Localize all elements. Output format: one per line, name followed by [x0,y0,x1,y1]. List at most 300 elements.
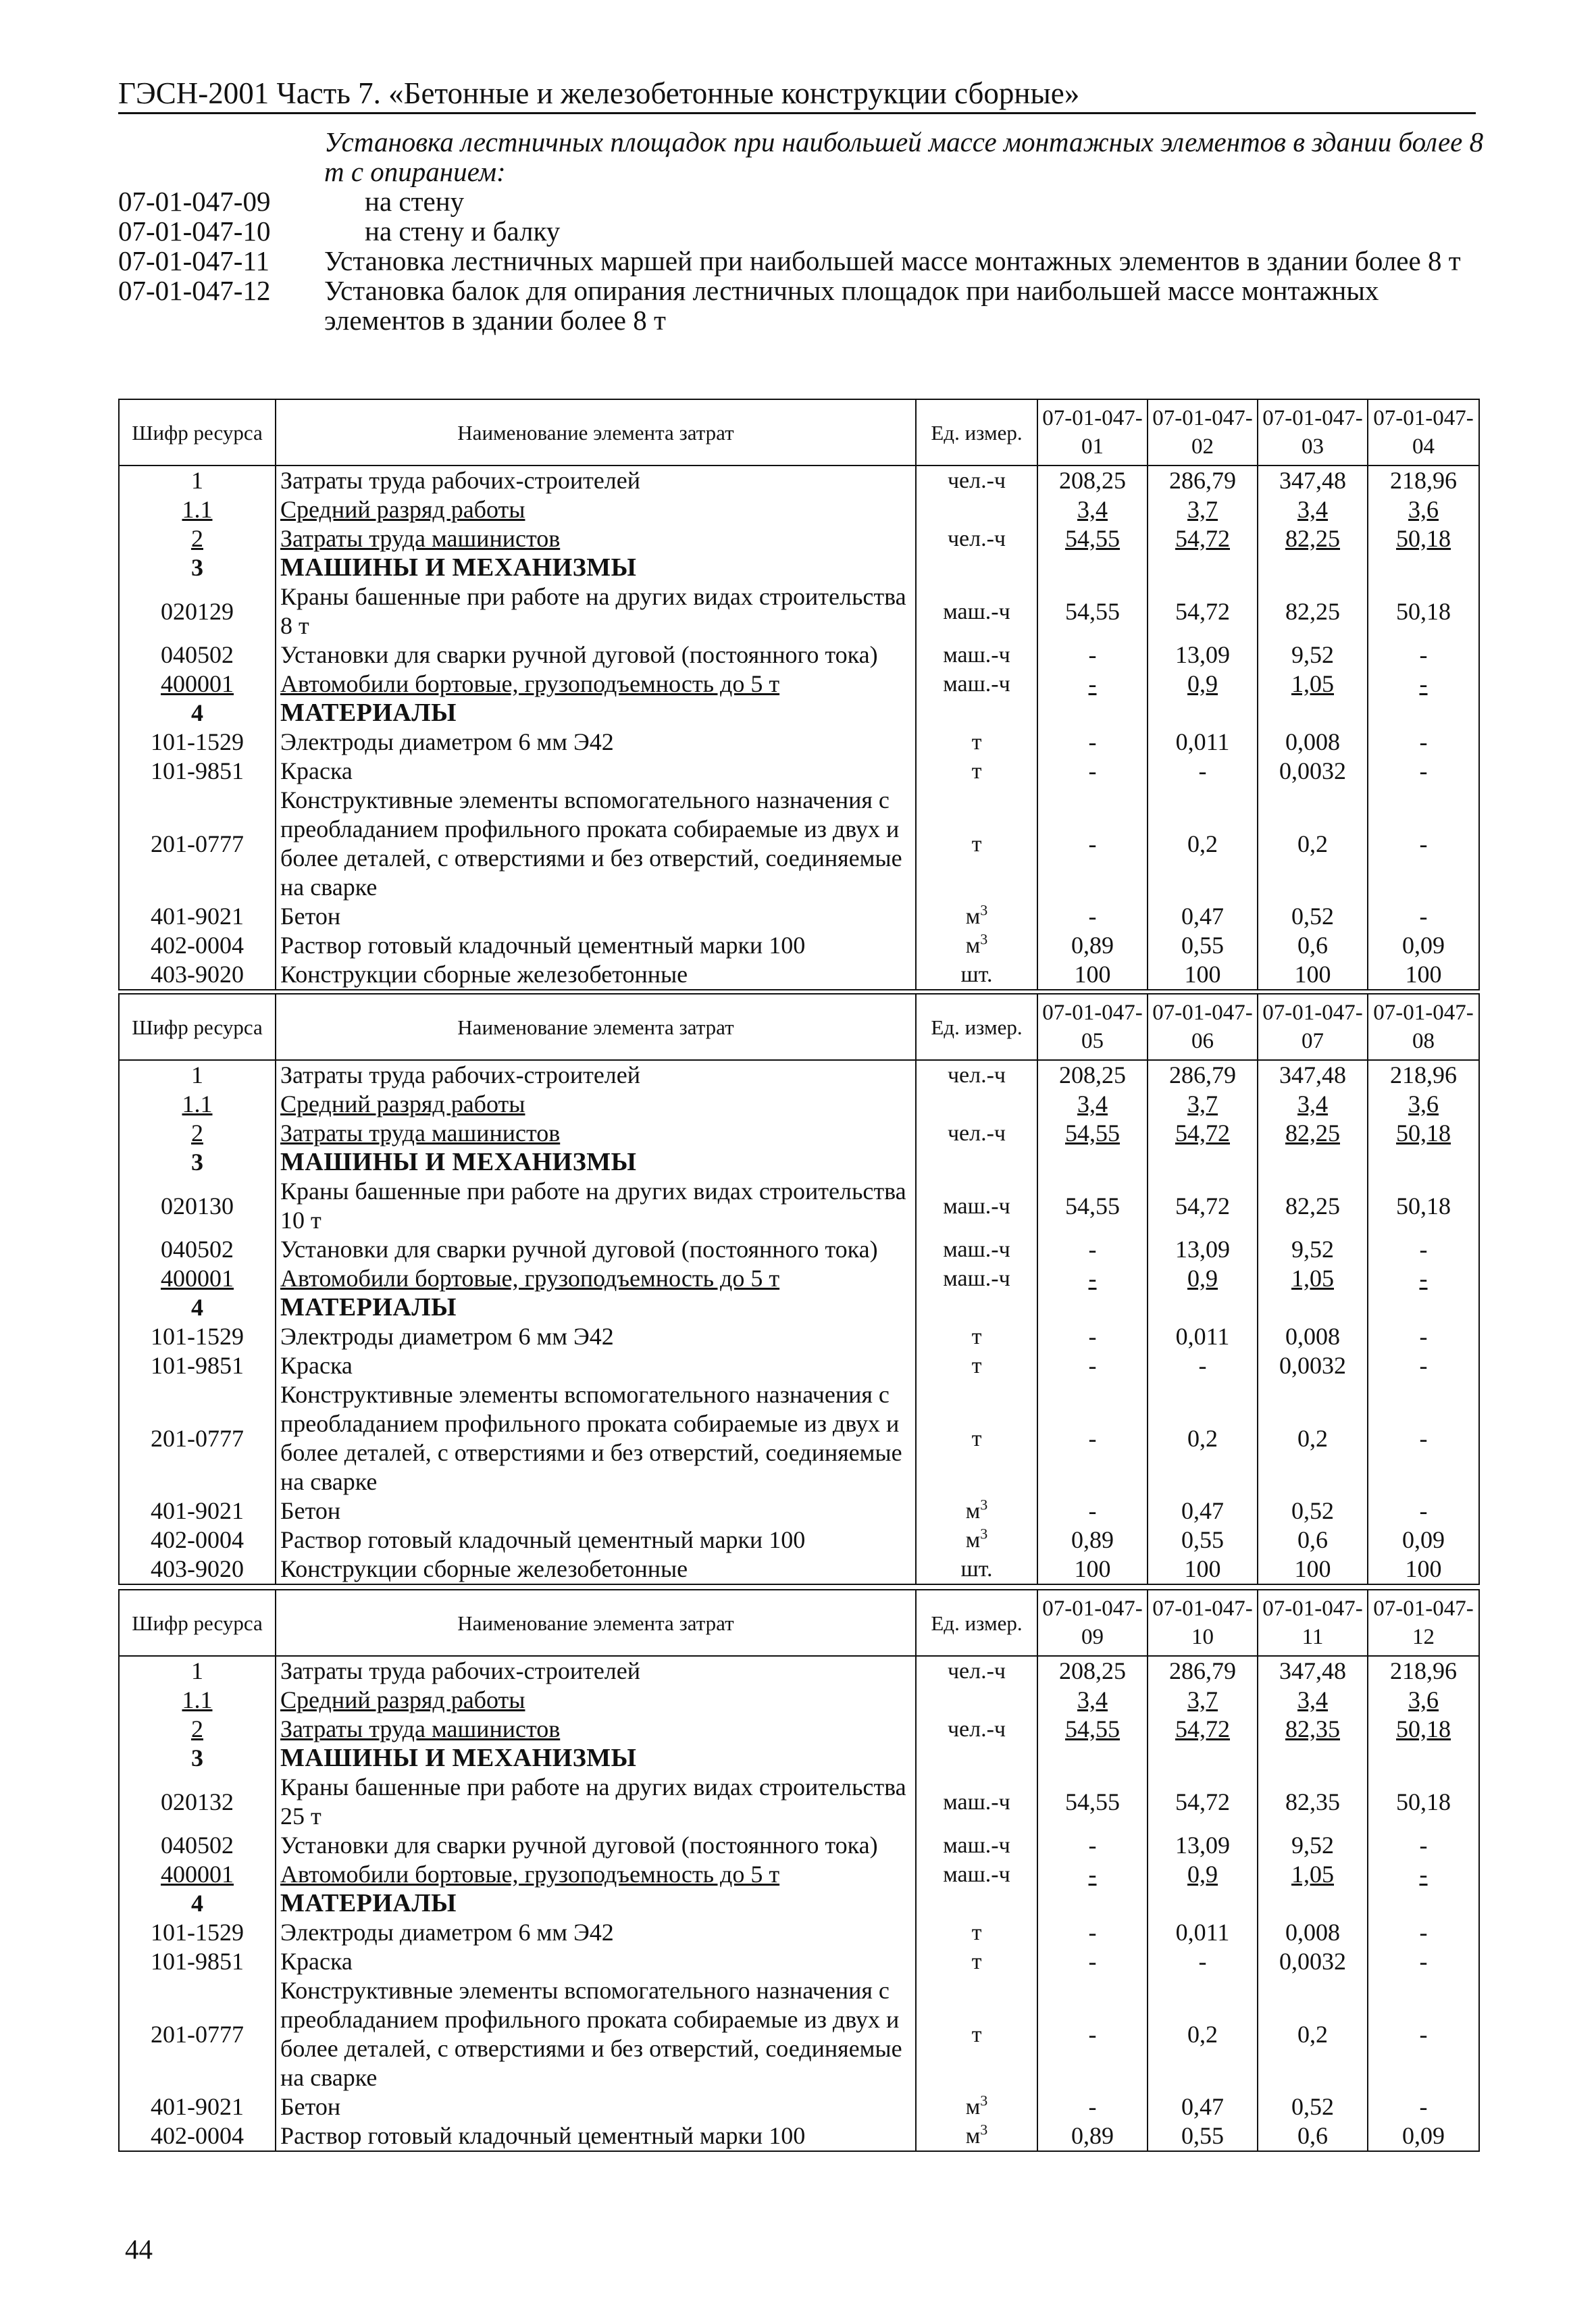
cost-element-text: Средний разряд работы [280,1090,525,1117]
table-row [119,1090,1479,1119]
norm-value [1148,670,1258,699]
norm-value [1148,1526,1258,1555]
norm-value [1258,1060,1368,1090]
norm-value-text: - [1419,1236,1428,1263]
unit-of-measure [916,1351,1037,1380]
col-header-name: Наименование элемента затрат [276,994,916,1060]
resource-code-text: 4 [191,1890,203,1917]
norm-value [1148,1177,1258,1235]
norm-value [1258,640,1368,670]
unit-of-measure [916,1918,1037,1947]
unit-of-measure [916,1947,1037,1976]
cost-element-text: Автомобили бортовые, грузоподъемность до 5 т [280,1861,780,1888]
resource-code-text: 020130 [161,1192,234,1219]
norm-value [1148,902,1258,931]
norm-value-text: - [1088,1424,1097,1452]
norm-value [1368,524,1479,553]
unit-text: т [971,1920,982,1945]
norm-value [1368,582,1479,640]
norm-value-text: 100 [1405,961,1442,988]
norm-value-text: 54,72 [1175,1120,1230,1147]
table-row [119,1744,1479,1773]
cost-element-text: Бетон [280,2093,341,2120]
norm-value-text: 3,7 [1187,496,1218,523]
col-header-norm: 07-01-047-09 [1037,1590,1148,1656]
norm-value [1368,553,1479,582]
col-header-name: Наименование элемента затрат [276,399,916,466]
norm-title: Установка лестничных маршей при наибольшей массе монтажных элементов в здании более 8 т [324,245,1461,276]
resource-code-text: 101-1529 [151,728,244,755]
norm-value [1258,1235,1368,1264]
resource-code-text: 201-0777 [151,830,244,857]
col-header-norm: 07-01-047-06 [1148,994,1258,1060]
norm-value-text: 0,89 [1071,932,1114,959]
norm-value [1037,582,1148,640]
norm-title: Установка лестничных площадок при наибольшей массе монтажных элементов в здании более 8 т с опиранием: [324,126,1484,187]
norm-value [1148,1656,1258,1686]
resource-code-text: 1 [191,1657,203,1684]
cost-element-text: Бетон [280,1497,341,1524]
cost-element-name [276,1918,916,1947]
unit-of-measure [916,960,1037,990]
cost-element-name [276,1860,916,1889]
norm-value [1368,1526,1479,1555]
col-header-unit: Ед. измер. [916,399,1037,466]
unit-text: маш.-ч [943,599,1010,624]
resource-code-text: 400001 [161,1861,234,1888]
cost-element-name [276,1235,916,1264]
table-header-row [119,1590,1479,1656]
norm-value-text: - [1419,1265,1428,1292]
table-row [119,728,1479,757]
norm-value [1037,1889,1148,1918]
resource-code-text: 040502 [161,1236,234,1263]
cost-element-text: МАТЕРИАЛЫ [280,699,457,727]
table-row [119,1293,1479,1322]
norm-code: 07-01-047-10 [118,216,271,247]
intro-row [118,186,1496,216]
resource-table-1 [118,399,1480,990]
norm-value-text: - [1088,1497,1097,1524]
resource-code-text: 020129 [161,597,234,625]
norm-value [1258,553,1368,582]
unit-of-measure [916,1060,1037,1090]
page-number: 44 [125,2234,153,2265]
norm-value-text: - [1419,1832,1428,1859]
norm-value [1368,1976,1479,2092]
cost-element-name [276,2121,916,2151]
unit-text: т [971,1353,982,1378]
resource-code [119,1060,276,1090]
norm-value [1148,1976,1258,2092]
norm-value [1258,524,1368,553]
unit-text: маш.-ч [943,1237,1010,1262]
norm-value-text: 9,52 [1291,1236,1334,1263]
norm-value-text: 0,52 [1291,1497,1334,1524]
norm-value-text: 3,7 [1187,1686,1218,1713]
norm-value-text: - [1088,728,1097,755]
cost-element-name [276,757,916,786]
norm-value [1037,640,1148,670]
norm-value [1037,1496,1148,1526]
unit-of-measure [916,495,1037,524]
resource-code-text: 402-0004 [151,932,244,959]
norm-value [1258,2092,1368,2121]
norm-value [1368,1496,1479,1526]
norm-value [1368,1555,1479,1584]
norm-value [1037,1976,1148,2092]
norm-value-text: 0,6 [1297,932,1328,959]
table-row [119,1918,1479,1947]
resource-code-text: 040502 [161,1832,234,1859]
cost-element-name [276,670,916,699]
resource-code [119,582,276,640]
cost-element-text: Установки для сварки ручной дуговой (постоянного тока) [280,1236,878,1263]
norm-value [1368,699,1479,728]
norm-value-text: 100 [1294,1555,1331,1582]
norm-value-text: 208,25 [1059,1657,1126,1684]
col-header-norm: 07-01-047-05 [1037,994,1148,1060]
col-header-norm: 07-01-047-01 [1037,399,1148,466]
norm-value-text: - [1088,2093,1097,2120]
table-row [119,2092,1479,2121]
norm-value [1148,1264,1258,1293]
table-row [119,1351,1479,1380]
cost-element-name [276,1264,916,1293]
norm-value [1258,1889,1368,1918]
norm-value-text: 286,79 [1169,1657,1236,1684]
table-row [119,1656,1479,1686]
norm-value [1368,1744,1479,1773]
resource-code [119,2092,276,2121]
resource-code-text: 3 [191,554,203,581]
norm-value-text: - [1088,1948,1097,1975]
norm-value-text: 286,79 [1169,467,1236,494]
norm-value [1368,1380,1479,1496]
norm-value-text: 0,2 [1187,1424,1218,1452]
norm-value-text: - [1088,2020,1097,2048]
table-row [119,1860,1479,1889]
section-heading [276,553,916,582]
norm-value-text: 13,09 [1175,1236,1230,1263]
norm-value-text: - [1088,1265,1097,1292]
norm-value-text: 50,18 [1396,1120,1451,1147]
norm-value-text: 3,7 [1187,1090,1218,1117]
cost-element-name [276,1773,916,1831]
norm-value-text: 0,9 [1187,670,1218,697]
unit-text: т [971,831,982,857]
norm-value-text: - [1088,1323,1097,1350]
norm-value-text: 347,48 [1279,1061,1346,1088]
unit-of-measure [916,1235,1037,1264]
resource-code-text: 4 [191,699,203,726]
norm-value-text: - [1088,1236,1097,1263]
table-row [119,1831,1479,1860]
norm-value-text: 9,52 [1291,641,1334,668]
table-row [119,1526,1479,1555]
resource-code-text: 2 [191,1120,203,1147]
norm-value-text: 0,008 [1285,728,1340,755]
cost-element-name [276,931,916,960]
cost-element-text: Установки для сварки ручной дуговой (постоянного тока) [280,1832,878,1859]
resource-code [119,1656,276,1686]
norm-value-text: 0,0032 [1279,1948,1346,1975]
col-header-norm: 07-01-047-03 [1258,399,1368,466]
norm-value [1037,1119,1148,1148]
resource-table-3 [118,1589,1480,2152]
unit-of-measure [916,902,1037,931]
intro-row [118,246,1496,276]
norm-value-text: 0,6 [1297,2122,1328,2149]
section-heading [276,1293,916,1322]
norm-value [1037,786,1148,902]
norm-value-text: 347,48 [1279,1657,1346,1684]
norm-value [1148,553,1258,582]
resource-code [119,1293,276,1322]
norm-value-text: 218,96 [1390,1657,1457,1684]
unit-of-measure [916,553,1037,582]
norm-value [1148,960,1258,990]
norm-value [1368,1656,1479,1686]
norm-value-text: 3,4 [1297,496,1328,523]
norm-value-text: - [1198,1948,1207,1975]
norm-value [1368,786,1479,902]
norm-value [1148,1148,1258,1177]
table-row [119,1715,1479,1744]
cost-element-text: Конструктивные элементы вспомогательного назначения с преобладанием профильного проката собираемые из двух и более деталей, с отверстиями и без отверстий, соединяемые на сварке [280,786,902,901]
resource-code [119,1351,276,1380]
cost-element-text: Бетон [280,903,341,930]
norm-value-text: 0,47 [1181,903,1224,930]
resource-code [119,960,276,990]
norm-value [1368,670,1479,699]
norm-value [1258,1119,1368,1148]
norm-value [1148,1773,1258,1831]
running-head: ГЭСН-2001 Часть 7. «Бетонные и железобетонные конструкции сборные» [118,76,1080,110]
unit-of-measure [916,1860,1037,1889]
norm-value [1368,1293,1479,1322]
norm-value-text: 82,25 [1285,525,1340,552]
cost-element-name [276,466,916,495]
unit-superscript: 3 [980,1496,988,1513]
norm-value [1037,1235,1148,1264]
resource-code [119,1526,276,1555]
norm-value [1148,1831,1258,1860]
norm-value [1258,1322,1368,1351]
unit-of-measure [916,2121,1037,2151]
unit-text: маш.-ч [943,643,1010,668]
unit-superscript: 3 [980,2092,988,2109]
resource-code-text: 1 [191,1061,203,1088]
norm-value [1368,1351,1479,1380]
norm-value [1037,466,1148,495]
norm-value [1258,1860,1368,1889]
norm-value [1037,1831,1148,1860]
resource-code-text: 401-9021 [151,2093,244,2120]
cost-element-name [276,1656,916,1686]
unit-of-measure [916,466,1037,495]
norm-value [1148,757,1258,786]
resource-code-text: 1 [191,467,203,494]
norm-value-text: 3,6 [1408,1686,1439,1713]
resource-code [119,524,276,553]
unit-of-measure [916,1526,1037,1555]
header-rule [118,112,1476,114]
resource-code [119,786,276,902]
unit-of-measure [916,1322,1037,1351]
norm-value-text: 3,6 [1408,1090,1439,1117]
resource-code [119,699,276,728]
unit-of-measure [916,670,1037,699]
norm-value [1258,670,1368,699]
resource-code-text: 3 [191,1149,203,1176]
norm-title: Установка балок для опирания лестничных площадок при наибольшей массе монтажных элементов в здании более 8 т [324,275,1379,336]
norm-value [1368,1889,1479,1918]
norm-value-text: 54,55 [1065,1192,1120,1219]
cost-element-name [276,1831,916,1860]
cost-element-name [276,902,916,931]
table-row [119,640,1479,670]
unit-text: маш.-ч [943,1789,1010,1815]
unit-text: чел.-ч [947,468,1006,493]
col-header-norm: 07-01-047-08 [1368,994,1479,1060]
norm-value [1148,728,1258,757]
col-header-norm: 07-01-047-07 [1258,994,1368,1060]
cost-element-text: Электроды диаметром 6 мм Э42 [280,1919,614,1946]
norm-value [1258,1496,1368,1526]
resource-code-text: 403-9020 [151,1555,244,1582]
norm-value [1148,1496,1258,1526]
table-row [119,1555,1479,1584]
norm-value-text: 50,18 [1396,1788,1451,1815]
norm-value-text: 0,2 [1187,830,1218,857]
intro-row [118,216,1496,246]
unit-of-measure [916,1090,1037,1119]
norm-value-text: 0,55 [1181,1526,1224,1553]
norm-value-text: 100 [1184,1555,1221,1582]
norm-value [1148,1293,1258,1322]
cost-element-text: Средний разряд работы [280,496,525,523]
resource-code-text: 4 [191,1294,203,1321]
norm-value [1037,1060,1148,1090]
resource-code-text: 101-9851 [151,757,244,784]
resource-code [119,1744,276,1773]
norm-value-text: - [1419,757,1428,784]
table-row [119,1177,1479,1235]
norm-value [1037,1148,1148,1177]
resource-code-text: 201-0777 [151,2020,244,2048]
norm-value-text: 3,4 [1297,1686,1328,1713]
unit-text: маш.-ч [943,1862,1010,1887]
table-row [119,1686,1479,1715]
norm-value [1368,1918,1479,1947]
resource-code [119,1773,276,1831]
table-row [119,1119,1479,1148]
resource-code [119,728,276,757]
norm-value [1258,1148,1368,1177]
resource-code [119,1831,276,1860]
resource-code-text: 101-1529 [151,1919,244,1946]
resource-code-text: 101-1529 [151,1323,244,1350]
norm-value [1037,1918,1148,1947]
unit-of-measure [916,1380,1037,1496]
unit-superscript: 3 [980,930,988,948]
col-header-norm: 07-01-047-11 [1258,1590,1368,1656]
table-row [119,670,1479,699]
unit-of-measure [916,931,1037,960]
norm-value [1037,1526,1148,1555]
norm-value [1258,786,1368,902]
cost-element-name [276,1686,916,1715]
unit-of-measure [916,1293,1037,1322]
resource-code-text: 402-0004 [151,1526,244,1553]
cost-element-text: Установки для сварки ручной дуговой (постоянного тока) [280,641,878,668]
resource-code-text: 400001 [161,1265,234,1292]
norm-value [1258,1293,1368,1322]
norm-value [1368,1860,1479,1889]
norm-value-text: 0,09 [1402,2122,1445,2149]
intro-row [118,276,1496,335]
norm-value-text: 0,55 [1181,2122,1224,2149]
resource-code-text: 2 [191,1715,203,1742]
norm-value [1368,1235,1479,1264]
table-row [119,699,1479,728]
norm-value [1258,1555,1368,1584]
unit-of-measure [916,728,1037,757]
unit-text: чел.-ч [947,1659,1006,1684]
cost-element-text: Конструкции сборные железобетонные [280,961,688,988]
resource-code-text: 101-9851 [151,1352,244,1379]
norm-value [1037,1351,1148,1380]
unit-text: м [965,904,981,929]
norm-value [1037,553,1148,582]
norm-value-text: - [1198,1352,1207,1379]
norm-code: 07-01-047-12 [118,275,271,306]
unit-of-measure [916,699,1037,728]
norm-value-text: 0,9 [1187,1861,1218,1888]
norm-value [1368,1773,1479,1831]
norm-value-text: 0,011 [1175,728,1230,755]
norm-value [1148,931,1258,960]
cost-element-name [276,728,916,757]
cost-element-text: Конструктивные элементы вспомогательного назначения с преобладанием профильного проката собираемые из двух и более деталей, с отверстиями и без отверстий, соединяемые на сварке [280,1977,902,2091]
norm-value-text: 82,25 [1285,1120,1340,1147]
cost-element-name [276,1090,916,1119]
norm-title: на стену [365,186,465,217]
unit-superscript: 3 [980,1525,988,1542]
norm-value [1148,1060,1258,1090]
norm-value-text: 0,6 [1297,1526,1328,1553]
unit-text: чел.-ч [947,1063,1006,1088]
norm-value-text: 3,4 [1297,1090,1328,1117]
norm-value-text: 347,48 [1279,467,1346,494]
col-header-norm: 07-01-047-12 [1368,1590,1479,1656]
norm-value [1037,495,1148,524]
norm-value-text: - [1088,903,1097,930]
resource-code [119,553,276,582]
unit-text: маш.-ч [943,1193,1010,1219]
norm-value [1258,1090,1368,1119]
norm-value-text: 0,2 [1297,1424,1328,1452]
resource-code-text: 3 [191,1744,203,1771]
norm-value-text: 54,55 [1065,1715,1120,1742]
unit-superscript: 3 [980,2121,988,2138]
resource-code [119,1496,276,1526]
norm-value-text: 13,09 [1175,1832,1230,1859]
resource-code [119,1264,276,1293]
unit-text: чел.-ч [947,526,1006,551]
unit-of-measure [916,2092,1037,2121]
